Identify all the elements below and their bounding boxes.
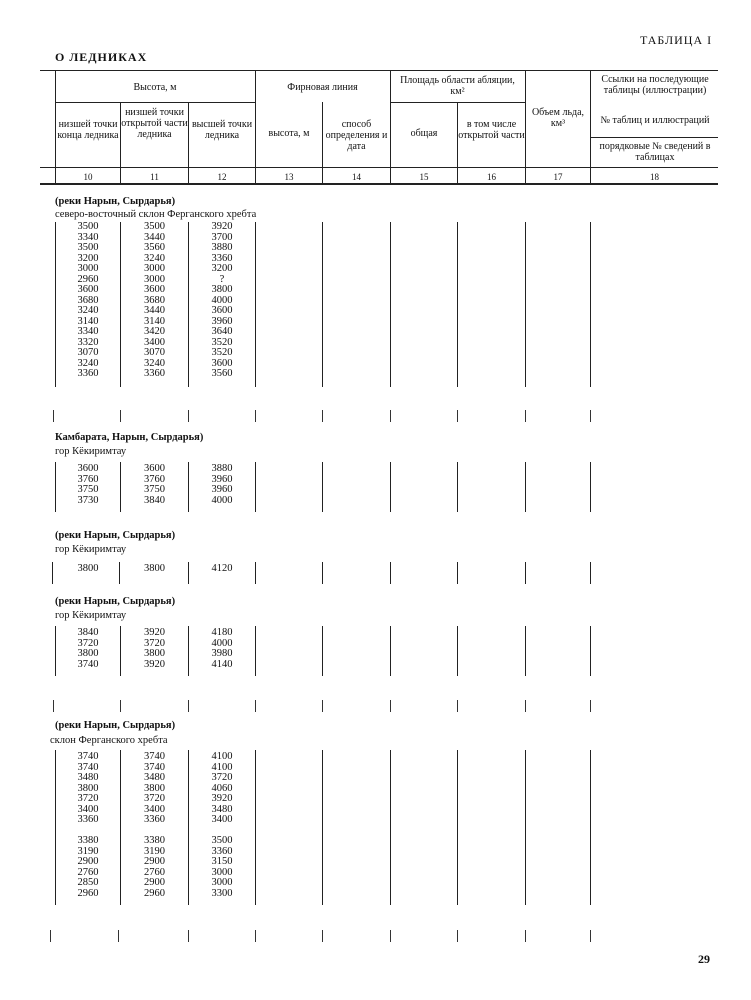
group-vrule xyxy=(255,462,256,512)
group-subtitle: гор Кёкиримтау xyxy=(55,544,127,555)
col17-header: Объем льда, км³ xyxy=(531,107,585,129)
group-vrule xyxy=(255,626,256,676)
row-tick xyxy=(390,700,391,712)
row-tick xyxy=(590,410,591,422)
group-title: Камбарата, Нарын, Сырдарья) xyxy=(55,432,204,443)
height-group-rule xyxy=(55,102,255,103)
group-vrule xyxy=(525,626,526,676)
column-number: 15 xyxy=(419,172,429,182)
group-vrule xyxy=(525,562,526,584)
group-vrule xyxy=(525,462,526,512)
group-vrule xyxy=(390,222,391,387)
page-number: 29 xyxy=(698,952,710,966)
header-vrule xyxy=(590,70,591,183)
group-title: (реки Нарын, Сырдарья) xyxy=(55,720,176,731)
col18b-header: порядковые № сведений в таблицах xyxy=(599,141,711,163)
table-label: ТАБЛИЦА I xyxy=(640,33,713,47)
group-subtitle: склон Ферганского хребта xyxy=(50,735,168,746)
col12-values: 4100 4100 3720 4060 3920 3480 3400 3500 3360 3150 3000 3000 3300 xyxy=(211,751,233,899)
col15-header: общая xyxy=(410,128,438,139)
group-vrule xyxy=(590,750,591,905)
group-vrule xyxy=(52,562,53,584)
row-tick xyxy=(390,930,391,942)
row-tick xyxy=(525,930,526,942)
header-mid-rule xyxy=(40,167,718,168)
group-title: (реки Нарын, Сырдарья) xyxy=(55,596,176,607)
row-tick xyxy=(457,930,458,942)
row-tick xyxy=(188,410,189,422)
header-top-rule xyxy=(40,70,718,71)
col11-values: 3500 3440 3560 3240 3000 3000 3600 3680 3440 3140 3420 3400 3070 3240 3360 xyxy=(144,221,165,379)
col12-values: 3920 3700 3880 3360 3200 ? 3800 4000 3600 3960 3640 3520 3520 3600 3560 xyxy=(211,221,233,379)
refs-group-header: Ссылки на последующие таблицы (иллюстрации) xyxy=(601,74,709,96)
col10-values: 3600 3760 3750 3730 xyxy=(77,463,99,506)
group-vrule xyxy=(390,562,391,584)
group-vrule xyxy=(390,750,391,905)
col13-header: высота, м xyxy=(268,128,310,139)
group-vrule xyxy=(390,462,391,512)
row-tick xyxy=(322,930,323,942)
row-tick xyxy=(590,930,591,942)
row-tick xyxy=(53,410,54,422)
group-vrule xyxy=(457,626,458,676)
group-vrule xyxy=(590,626,591,676)
group-vrule xyxy=(322,750,323,905)
column-number: 17 xyxy=(553,172,563,182)
group-vrule xyxy=(457,562,458,584)
group-title: (реки Нарын, Сырдарья) xyxy=(55,530,176,541)
col10-values: 3740 3740 3480 3800 3720 3400 3360 3380 3190 2900 2760 2850 2960 xyxy=(77,751,99,899)
group-subtitle: северо-восточный склон Ферганского хребта xyxy=(55,209,257,220)
row-tick xyxy=(120,410,121,422)
header-vrule xyxy=(525,70,526,183)
col10-values: 3800 xyxy=(77,563,99,574)
row-tick xyxy=(322,700,323,712)
header-vrule xyxy=(188,102,189,183)
column-number: 10 xyxy=(83,172,93,182)
row-tick xyxy=(457,700,458,712)
row-tick xyxy=(322,410,323,422)
col11-values: 3740 3740 3480 3800 3720 3400 3360 3380 3190 2900 2760 2900 2960 xyxy=(144,751,165,899)
column-number: 16 xyxy=(487,172,496,182)
group-vrule xyxy=(255,222,256,387)
row-tick xyxy=(50,930,51,942)
group-title: (реки Нарын, Сырдарья) xyxy=(55,196,176,207)
col12-header: высшей точки ледника xyxy=(191,119,253,141)
group-subtitle: гор Кёкиримтау xyxy=(55,610,127,621)
row-tick xyxy=(255,700,256,712)
row-tick xyxy=(525,410,526,422)
column-number: 12 xyxy=(217,172,227,182)
header-vrule xyxy=(390,70,391,183)
page-heading: О ЛЕДНИКАХ xyxy=(55,50,148,64)
group-vrule xyxy=(322,222,323,387)
column-number: 14 xyxy=(352,172,361,182)
col18a-header: № таблиц и иллюстраций xyxy=(600,115,710,126)
group-subtitle: гор Кёкиримтау xyxy=(55,446,127,457)
row-tick xyxy=(53,700,54,712)
col11-values: 3920 3720 3800 3920 xyxy=(144,627,165,670)
row-tick xyxy=(590,700,591,712)
column-number: 13 xyxy=(284,172,294,182)
group-vrule xyxy=(322,462,323,512)
row-tick xyxy=(525,700,526,712)
col10-values: 3840 3720 3800 3740 xyxy=(77,627,99,670)
row-tick xyxy=(188,700,189,712)
group-vrule xyxy=(457,222,458,387)
row-tick xyxy=(120,700,121,712)
group-vrule xyxy=(322,626,323,676)
group-vrule xyxy=(322,562,323,584)
header-vrule xyxy=(457,102,458,183)
row-tick xyxy=(390,410,391,422)
group-vrule xyxy=(525,222,526,387)
group-vrule xyxy=(590,462,591,512)
area-group-header: Площадь области абляции, км² xyxy=(400,75,515,97)
row-tick xyxy=(457,410,458,422)
refs-sub-rule xyxy=(590,137,718,138)
group-vrule xyxy=(255,750,256,905)
col14-header: способ определения и дата xyxy=(325,119,388,152)
group-vrule xyxy=(457,750,458,905)
col16-header: в том числе открытой части xyxy=(458,119,525,141)
group-vrule xyxy=(525,750,526,905)
group-vrule xyxy=(590,222,591,387)
col10-values: 3500 3340 3500 3200 3000 2960 3600 3680 3240 3140 3340 3320 3070 3240 3360 xyxy=(77,221,99,379)
col12-values: 4120 xyxy=(211,563,233,574)
col11-values: 3600 3760 3750 3840 xyxy=(144,463,165,506)
row-tick xyxy=(255,410,256,422)
col12-values: 4180 4000 3980 4140 xyxy=(211,627,233,670)
group-vrule xyxy=(457,462,458,512)
height-group-header: Высота, м xyxy=(133,82,177,93)
row-tick xyxy=(188,930,189,942)
column-number: 11 xyxy=(150,172,159,182)
column-number: 18 xyxy=(650,172,659,182)
firn-group-header: Фирновая линия xyxy=(287,82,358,93)
row-tick xyxy=(255,930,256,942)
group-vrule xyxy=(590,562,591,584)
col12-values: 3880 3960 3960 4000 xyxy=(211,463,233,506)
col10-header: низшей точки конца ледника xyxy=(57,119,119,141)
group-vrule xyxy=(255,562,256,584)
col11-values: 3800 xyxy=(144,563,165,574)
col11-header: низшей точки открытой части ледника xyxy=(121,107,188,140)
row-tick xyxy=(118,930,119,942)
group-vrule xyxy=(390,626,391,676)
header-bottom-rule xyxy=(40,183,718,185)
